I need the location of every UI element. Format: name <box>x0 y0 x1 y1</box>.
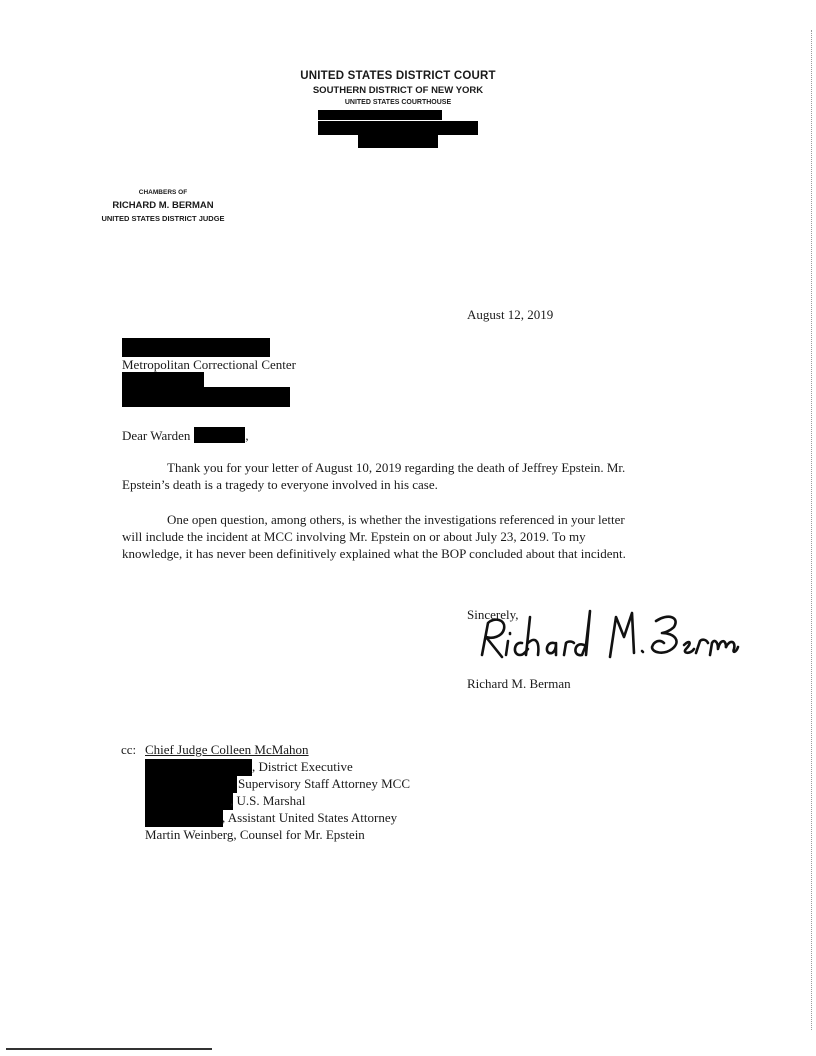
signature-name: Richard M. Berman <box>467 676 571 691</box>
salutation-suffix: , <box>245 428 249 443</box>
redaction-recipient-name <box>122 338 270 357</box>
district-name: SOUTHERN DISTRICT OF NEW YORK <box>312 85 484 96</box>
scan-bottom-line <box>6 1048 212 1050</box>
redaction-recipient-address-2 <box>122 387 290 407</box>
body-p2-line1: One open question, among others, is whether the investigations referenced in your letter <box>167 512 625 527</box>
scan-edge <box>810 30 812 1030</box>
body-p1-line2: Epstein’s death is a tragedy to everyone involved in his case. <box>122 477 438 492</box>
salutation <box>122 427 249 444</box>
cc-line-3: Supervisory Staff Attorney MCC <box>238 776 411 791</box>
cc-line-6: Martin Weinberg, Counsel for Mr. Epstein <box>145 827 365 842</box>
closing: Sincerely, <box>467 607 519 622</box>
redaction-address-1 <box>318 110 442 120</box>
redaction-cc-2 <box>145 759 252 776</box>
redaction-address-3 <box>358 134 438 148</box>
redaction-cc-4 <box>145 793 233 810</box>
chambers-label: CHAMBERS OF <box>138 189 188 196</box>
body-p2-line2: will include the incident at MCC involving Mr. Epstein on or about July 23, 2019. To my <box>122 529 586 544</box>
signature-image <box>468 603 743 663</box>
cc-line-4: , U.S. Marshal <box>230 793 306 808</box>
body-p1-line1: Thank you for your letter of August 10, 2019 regarding the death of Jeffrey Epstein. Mr. <box>167 460 626 475</box>
cc-label: cc: <box>121 742 137 757</box>
redaction-cc-3 <box>145 776 237 793</box>
cc-line-1: Chief Judge Colleen McMahon <box>145 742 309 757</box>
redaction-recipient-address-1 <box>122 372 204 388</box>
redaction-address-2 <box>318 121 478 135</box>
recipient-institution: Metropolitan Correctional Center <box>122 357 297 372</box>
judge-name: RICHARD M. BERMAN <box>112 200 214 211</box>
judge-title: UNITED STATES DISTRICT JUDGE <box>101 214 225 223</box>
court-name: UNITED STATES DISTRICT COURT <box>300 70 496 82</box>
redaction-cc-5 <box>145 810 223 827</box>
salutation-prefix: Dear Warden <box>122 428 191 443</box>
cc-line-2: , District Executive <box>252 759 353 774</box>
body-p2-line3: knowledge, it has never been definitively explained what the BOP concluded about that incident. <box>122 546 626 561</box>
redaction-warden-name <box>194 427 245 443</box>
courthouse-name: UNITED STATES COURTHOUSE <box>344 99 452 106</box>
cc-line-5: , Assistant United States Attorney <box>222 810 398 825</box>
letter-date: August 12, 2019 <box>467 307 554 322</box>
